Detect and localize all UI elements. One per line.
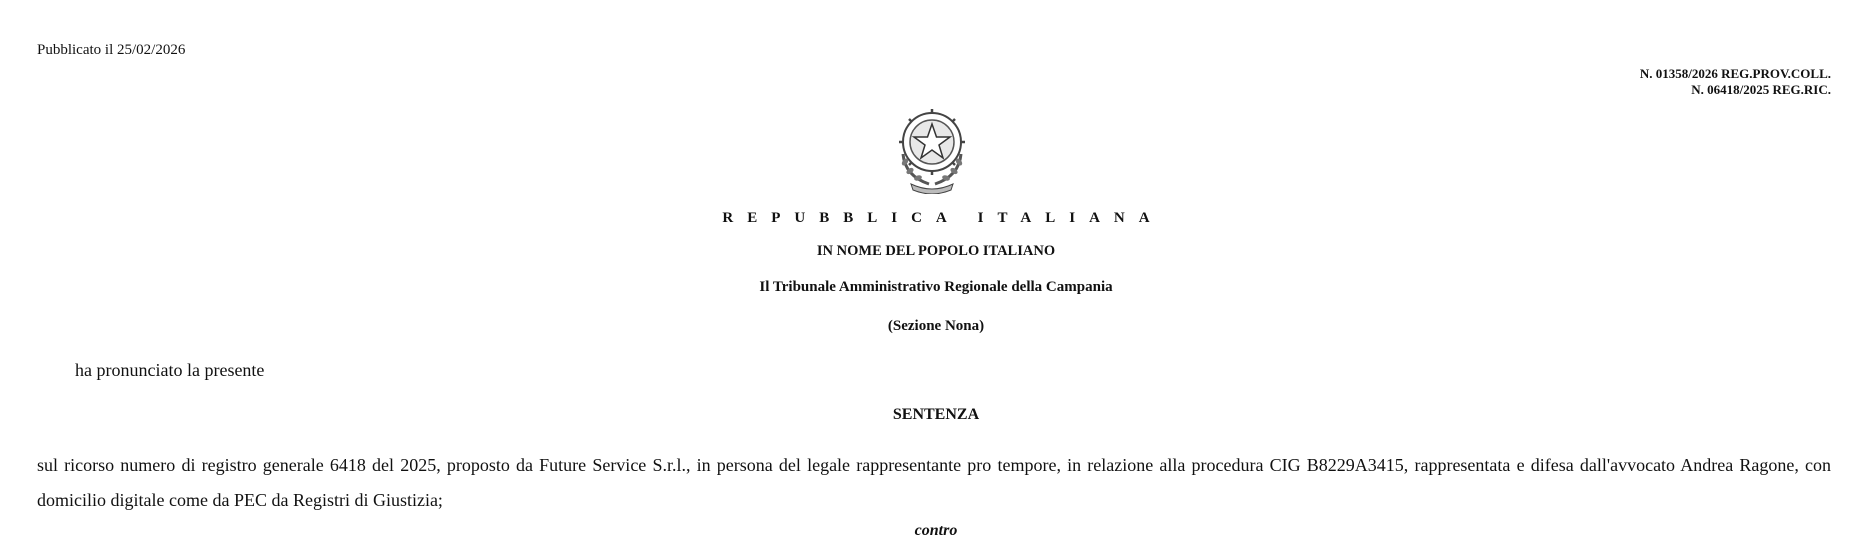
- sezione-heading: (Sezione Nona): [887, 318, 985, 334]
- ricorso-paragraph: sul ricorso numero di registro generale 6418 del 2025, proposto da Future Service S.r.l., in persona del legale rappresentante pro tempore, in relazione alla procedura CIG B8229A3415, rappresentata e difesa dall'avvocato Andrea Ragone, con domicilio digitale come da PEC da Registri di Giustizia;: [37, 455, 1831, 510]
- contro-heading: contro: [914, 522, 958, 539]
- popolo-heading: IN NOME DEL POPOLO ITALIANO: [816, 243, 1056, 259]
- repubblica-italiana-emblem-icon: [891, 104, 973, 194]
- publication-date: Pubblicato il 25/02/2026: [37, 42, 186, 58]
- sentenza-heading: SENTENZA: [892, 406, 980, 423]
- reg-prov-coll-number: N. 01358/2026 REG.PROV.COLL.: [1639, 66, 1831, 81]
- register-numbers: [1640, 66, 1831, 98]
- tribunale-heading: Il Tribunale Amministrativo Regionale della Campania: [759, 279, 1113, 295]
- republic-heading: REPUBBLICA ITALIANA: [722, 210, 1164, 226]
- reg-ric-number: N. 06418/2025 REG.RIC.: [1691, 82, 1831, 97]
- pronunciato-text: ha pronunciato la presente: [75, 360, 265, 380]
